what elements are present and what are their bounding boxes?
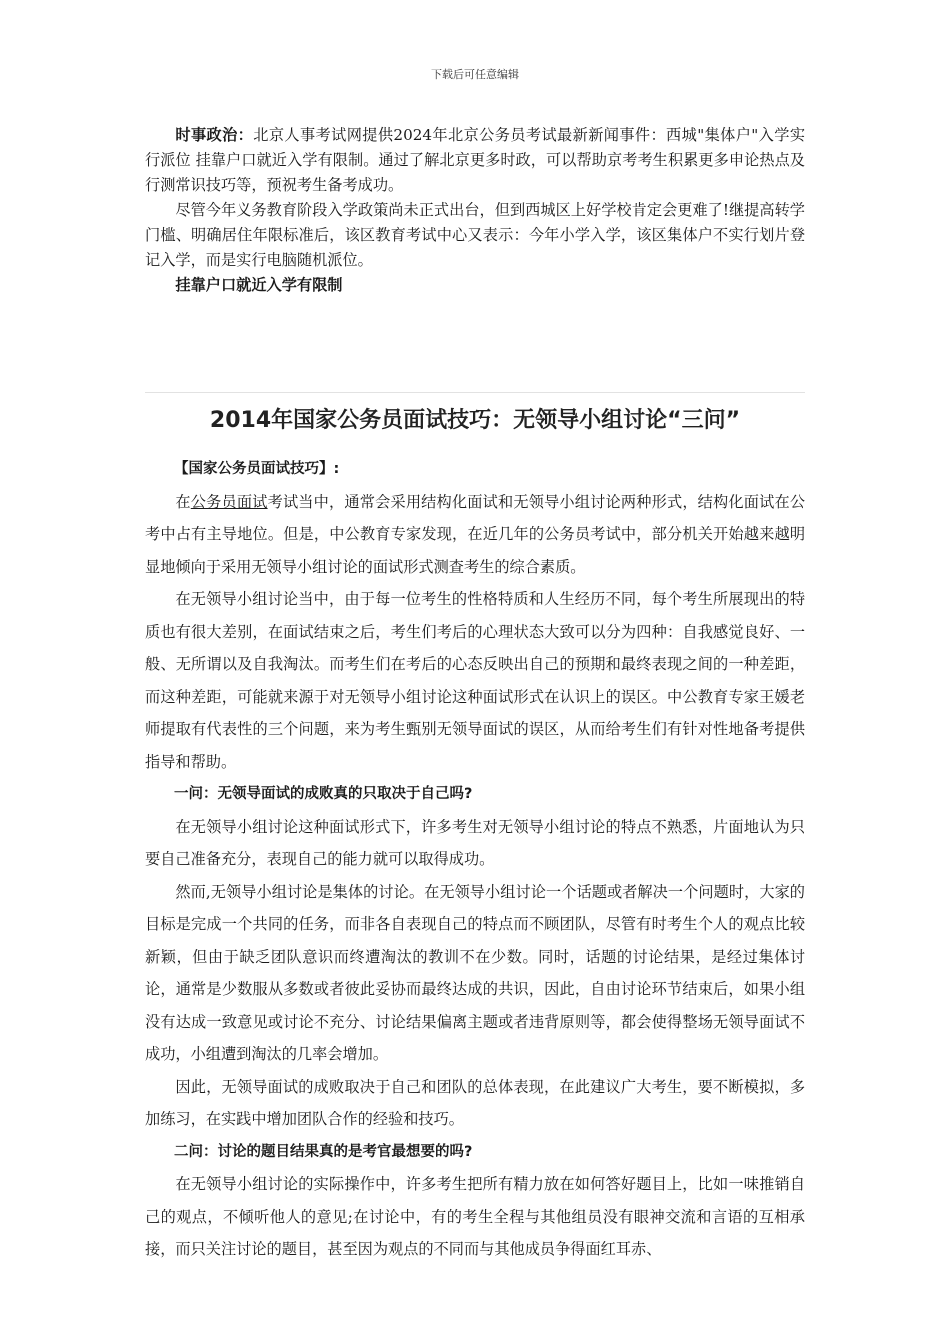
p1-prefix: 在 bbox=[175, 492, 191, 511]
article-paragraph-6: 在无领导小组讨论的实际操作中，许多考生把所有精力放在如何答好题目上，比如一味推销自己的观点，不倾听他人的意见;在讨论中，有的考生全程与其他组员没有眼神交流和言语的互相承接，而只关注讨论的题目，甚至因为观点的不同而与其他成员争得面红耳赤、 bbox=[145, 1175, 805, 1258]
question-2-heading: 二问：讨论的题目结果真的是考官最想要的吗? bbox=[174, 1143, 473, 1160]
article-title: 2014年国家公务员面试技巧：无领导小组讨论“三问” bbox=[209, 408, 741, 433]
article-tag: 【国家公务员面试技巧】: bbox=[174, 461, 340, 477]
article-paragraph-5: 因此，无领导面试的成败取决于自己和团队的总体表现，在此建议广大考生，要不断模拟，多加练习，在实践中增加团队合作的经验和技巧。 bbox=[145, 1077, 805, 1128]
intro-text-1: 北京人事考试网提供2024年北京公务员考试最新新闻事件：西城"集体户"入学实行派位 挂靠户口就近入学有限制。通过了解北京更多时政，可以帮助京考考生积累更多申论热点及行测常识技巧等，预祝考生备考成功。 bbox=[145, 126, 806, 194]
article-paragraph-1 bbox=[145, 486, 805, 584]
article-body bbox=[145, 453, 805, 1266]
intro-paragraph-2: 尽管今年义务教育阶段入学政策尚未正式出台，但到西城区上好学校肯定会更难了!继提高转学门槛、明确居住年限标准后，该区教育考试中心又表示：今年小学入学，该区集体户不实行划片登记入学，而是实行电脑随机派位。 bbox=[145, 201, 805, 269]
intro-paragraph-1 bbox=[145, 123, 805, 198]
question-1-heading: 一问：无领导面试的成败真的只取决于自己吗? bbox=[174, 786, 473, 802]
p1-suffix: 考试当中，通常会采用结构化面试和无领导小组讨论两种形式，结构化面试在公考中占有主导地位。但是，中公教育专家发现，在近几年的公务员考试中，部分机关开始越来越明显地倾向于采用无领导小组讨论的面试形式测查考生的综合素质。 bbox=[145, 492, 806, 576]
header-note: 下载后可任意编辑 bbox=[431, 68, 519, 81]
intro-heading: 挂靠户口就近入学有限制 bbox=[175, 276, 343, 294]
civil-service-interview-link[interactable]: 公务员面试 bbox=[190, 492, 268, 511]
section-divider bbox=[145, 392, 805, 393]
article-paragraph-4: 然而,无领导小组讨论是集体的讨论。在无领导小组讨论一个话题或者解决一个问题时，大家的目标是完成一个共同的任务，而非各自表现自己的特点而不顾团队，尽管有时考生个人的观点比较新颖，但由于缺乏团队意识而终遭淘汰的教训不在少数。同时，话题的讨论结果，是经过集体讨论，通常是少数服从多数或者彼此妥协而最终达成的共识，因此，自由讨论环节结束后，如果小组没有达成一致意见或讨论不充分、讨论结果偏离主题或者违背原则等，都会使得整场无领导面试不成功，小组遭到淘汰的几率会增加。 bbox=[145, 882, 805, 1063]
article-paragraph-3: 在无领导小组讨论这种面试形式下，许多考生对无领导小组讨论的特点不熟悉，片面地认为只要自己准备充分，表现自己的能力就可以取得成功。 bbox=[145, 817, 805, 868]
intro-label: 时事政治： bbox=[175, 126, 254, 144]
article-paragraph-2: 在无领导小组讨论当中，由于每一位考生的性格特质和人生经历不同，每个考生所展现出的特质也有很大差别，在面试结束之后，考生们考后的心理状态大致可以分为四种：自我感觉良好、一般、无所谓以及自我淘汰。而考生们在考后的心态反映出自己的预期和最终表现之间的一种差距，而这种差距，可能就来源于对无领导小组讨论这种面试形式在认识上的误区。中公教育专家王媛老师提取有代表性的三个问题，来为考生甄别无领导面试的误区，从而给考生们有针对性地备考提供指导和帮助。 bbox=[145, 590, 805, 771]
intro-section bbox=[145, 123, 805, 298]
